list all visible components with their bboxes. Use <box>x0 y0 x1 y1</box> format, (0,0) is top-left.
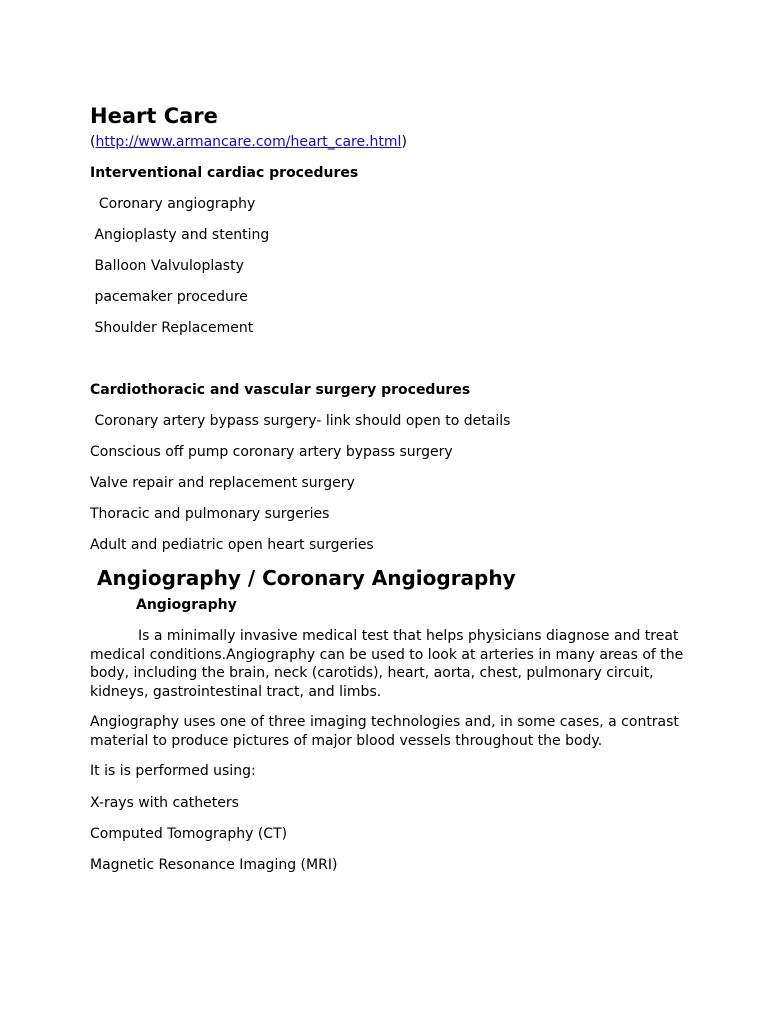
page-title: Heart Care <box>90 104 218 128</box>
paragraph: Angiography uses one of three imaging technologies and, in some cases, a contrast material to produce pictures of major blood vessels throughout the body. <box>90 714 679 749</box>
list-item: pacemaker procedure <box>90 289 248 305</box>
section-heading-angiography: Angiography / Coronary Angiography <box>97 566 516 590</box>
source-link[interactable]: http://www.armancare.com/heart_care.html <box>95 134 402 150</box>
section-heading-interventional: Interventional cardiac procedures <box>90 165 359 181</box>
list-item: Adult and pediatric open heart surgeries <box>90 537 374 553</box>
list-item: Shoulder Replacement <box>90 320 254 336</box>
list-item: Coronary artery bypass surgery- link should open to details <box>90 413 511 429</box>
list-item: Conscious off pump coronary artery bypass surgery <box>90 444 453 460</box>
list-item: Valve repair and replacement surgery <box>90 475 355 491</box>
list-item: Coronary angiography <box>90 196 256 212</box>
list-item: Angioplasty and stenting <box>90 227 270 243</box>
source-open-paren: ( <box>90 134 96 150</box>
list-item: X-rays with catheters <box>90 794 239 811</box>
section-heading-cardiothoracic: Cardiothoracic and vascular surgery procedures <box>90 382 471 398</box>
list-item: Magnetic Resonance Imaging (MRI) <box>90 856 338 873</box>
paragraph: It is is performed using: <box>90 763 256 779</box>
paragraph: Is a minimally invasive medical test that helps physicians diagnose and treat medical conditions.Angiography can be used to look at arteries in many areas of the body, including the brain, neck (carotids), heart, aorta, chest, pulmonary circuit, kidneys, gastrointestinal tract, and limbs. <box>90 628 684 700</box>
subheading-angiography: Angiography <box>136 597 237 613</box>
document-page <box>90 101 690 874</box>
list-item: Computed Tomography (CT) <box>90 825 288 842</box>
source-close-paren: ) <box>401 134 407 150</box>
list-item: Balloon Valvuloplasty <box>90 258 244 274</box>
list-item: Thoracic and pulmonary surgeries <box>90 506 330 522</box>
source-citation <box>90 133 690 151</box>
